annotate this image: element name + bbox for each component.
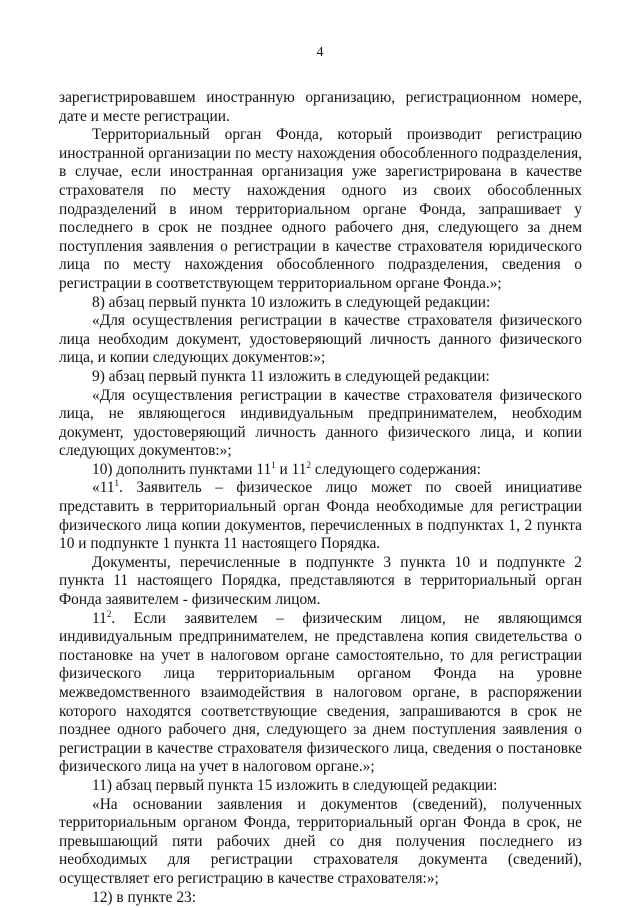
paragraph-13: 12) в пункте 23: xyxy=(92,888,196,906)
superscript: 1 xyxy=(271,459,276,470)
paragraph-7-lead: 10) дополнить пунктами 11 xyxy=(92,460,272,478)
superscript: 2 xyxy=(306,459,311,470)
superscript: 2 xyxy=(106,608,112,619)
paragraph-7-tail: следующего содержания: xyxy=(310,460,481,478)
paragraph-6: «Для осуществления регистрации в качестве страхователя физического лица, не являющегося индивидуальным предпринимателем, необходим документ, удостоверяющий личность данного физического лица, и копии следующих документов:»; xyxy=(59,386,582,460)
paragraph-2: Территориальный орган Фонда, который производит регистрацию иностранной организации по месту нахождения обособленного подразделения, в случае, если иностранная организация уже зарегистрирована в качестве страхователя по месту нахождения одного из своих обособленных подразделений в ином территориальном органе Фонда, запрашивает у последнего в срок не позднее одного рабочего дня, следующего за днем поступления заявления о регистрации в качестве страхователя юридического лица по месту нахождения обособленного подразделения, сведения о регистрации в соответствующем территориальном органе Фонда.»; xyxy=(59,126,582,292)
page-number: 4 xyxy=(316,45,324,60)
paragraph-10-text: . Если заявителем – физическим лицом, не являющимся индивидуальным предпринимателем, не представлена копия свидетельства о постановке на учет в налоговом органе самостоятельно, то для регистрации физического лица территориальным органом Фонда на уровне межведомственного взаимодействия в налоговом органе, в распоряжении которого находятся соответствующие сведения, запрашиваются в срок не позднее одного рабочего дня, следующего за днем поступления заявления о регистрации в качестве страхователя физического лица, сведения о постановке физического лица на учет в налоговом органе.»; xyxy=(59,609,582,776)
paragraph-8-lead: «11 xyxy=(92,479,115,497)
paragraph-8-text: . Заявитель – физическое лицо может по своей инициативе представить в территориальный орган Фонда необходимые для регистрации физического лица копии документов, перечисленных в подпунктах 1, 2 пункта 10 и подпункте 1 пункта 11 настоящего Порядка. xyxy=(59,479,582,553)
paragraph-12: «На основании заявления и документов (сведений), полученных территориальным органом Фонда, территориальный орган Фонда в срок, не превышающий пяти рабочих дней со дня получения последнего из необходимых для регистрации страхователя документа (сведений), осуществляет его регистрацию в качестве страхователя:»; xyxy=(59,795,582,887)
document-body xyxy=(59,89,582,907)
paragraph-7 xyxy=(59,461,582,480)
paragraph-10-lead: 11 xyxy=(92,609,107,627)
paragraph-10 xyxy=(59,610,582,777)
paragraph-8 xyxy=(59,479,582,553)
paragraph-5: 9) абзац первый пункта 11 изложить в следующей редакции: xyxy=(92,367,490,385)
paragraph-11: 11) абзац первый пункта 15 изложить в следующей редакции: xyxy=(92,776,498,794)
paragraph-1: зарегистрировавшем иностранную организацию, регистрационном номере, дате и месте регистрации. xyxy=(59,89,582,125)
paragraph-3: 8) абзац первый пункта 10 изложить в следующей редакции: xyxy=(92,293,491,311)
superscript: 1 xyxy=(114,478,120,489)
paragraph-4: «Для осуществления регистрации в качестве страхователя физического лица необходим документ, удостоверяющий личность данного физического лица, и копии следующих документов:»; xyxy=(59,312,582,367)
paragraph-9: Документы, перечисленные в подпункте 3 пункта 10 и подпункте 2 пункта 11 настоящего Порядка, представляются в территориальный орган Фонда заявителем - физическим лицом. xyxy=(59,553,582,609)
paragraph-7-mid: и 11 xyxy=(275,460,307,478)
